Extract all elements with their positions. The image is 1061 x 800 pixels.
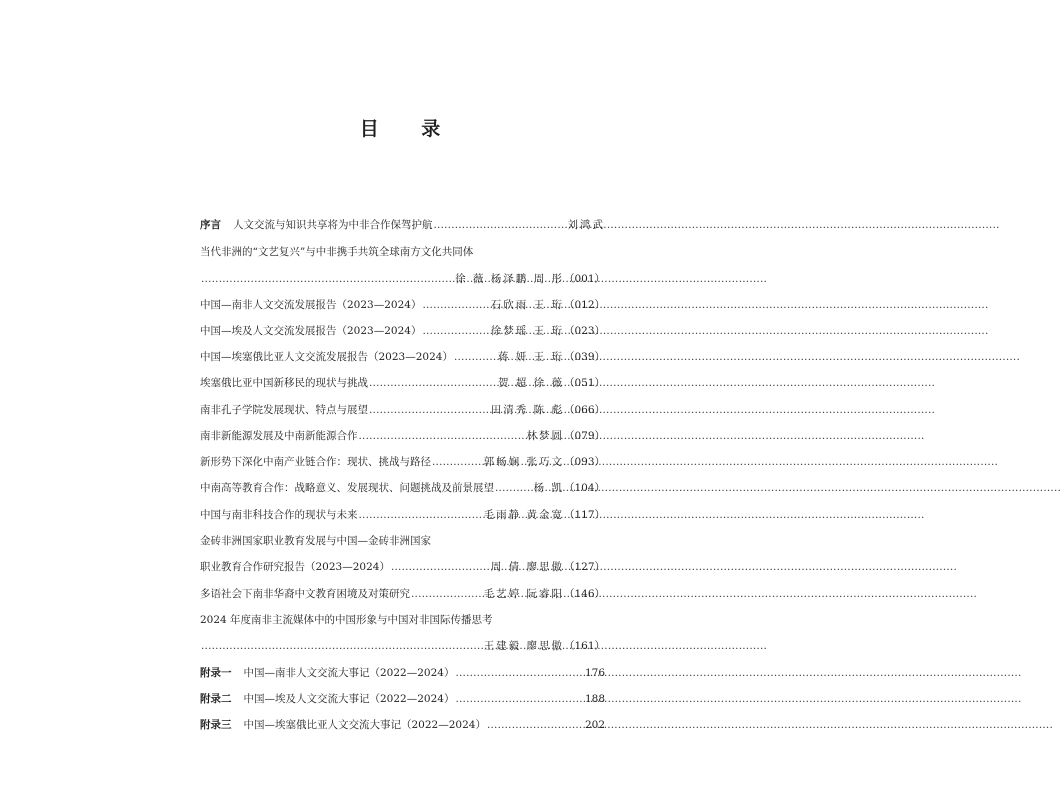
toc-title: 中国—南非人文交流发展报告（2023—2024） — [200, 299, 422, 311]
dot-leader — [455, 666, 584, 680]
toc-author: 毛艺婷 阮睿阳 — [483, 588, 564, 600]
toc-page: （066） — [563, 404, 605, 416]
toc-entry[interactable] — [200, 639, 605, 653]
toc-page: （079） — [563, 430, 605, 442]
toc-entry[interactable] — [200, 455, 605, 469]
toc-page: （039） — [563, 351, 605, 363]
toc-author: 林梦圆 — [526, 430, 564, 442]
dot-leader — [422, 298, 489, 312]
toc-title: 南非新能源发展及中南新能源合作 — [200, 430, 358, 442]
toc-entry[interactable] — [200, 560, 605, 574]
toc-title: 中国—埃及人文交流发展报告（2023—2024） — [200, 325, 422, 337]
toc-entry[interactable] — [200, 587, 605, 601]
toc-entry[interactable] — [200, 350, 605, 364]
toc-entry[interactable] — [200, 324, 605, 338]
toc-title: 当代非洲的“文艺复兴”与中非携手共筑全球南方文化共同体 — [200, 246, 474, 258]
dot-leader — [422, 324, 489, 338]
dot-leader — [359, 508, 483, 522]
dot-leader — [432, 455, 483, 469]
toc-title: 中国—埃及人文交流大事记（2022—2024） — [243, 693, 455, 705]
dot-leader — [391, 560, 490, 574]
toc-title: 金砖非洲国家职业教育发展与中国—金砖非洲国家 — [200, 535, 431, 547]
toc-page: （012） — [563, 299, 605, 311]
toc-entry[interactable] — [200, 218, 605, 232]
toc-label: 序言 — [200, 219, 221, 231]
dot-leader — [454, 350, 497, 364]
toc-page: 202 — [584, 719, 605, 731]
toc-author: 王建毅 廖思傲 — [483, 640, 564, 652]
toc-page: （023） — [563, 325, 605, 337]
toc-page: （104） — [563, 482, 605, 494]
toc-entry[interactable] — [200, 481, 605, 495]
toc-title: 中国与南非科技合作的现状与未来 — [200, 509, 358, 521]
dot-leader — [495, 481, 533, 495]
dot-leader — [434, 218, 567, 232]
toc-page: （146） — [563, 588, 605, 600]
toc-entry[interactable] — [200, 376, 605, 390]
toc-page: 188 — [584, 693, 605, 705]
toc-title-line[interactable] — [200, 534, 605, 548]
toc-title: 职业教育合作研究报告（2023—2024） — [200, 561, 390, 573]
toc-entry-appendix[interactable] — [200, 718, 605, 732]
toc-title: 中南高等教育合作：战略意义、发展现状、问题挑战及前景展望 — [200, 482, 494, 494]
dot-leader — [201, 639, 483, 653]
toc-author: 周 倩 廖思傲 — [490, 561, 564, 573]
dot-leader — [411, 587, 483, 601]
toc-page: （051） — [563, 377, 605, 389]
dot-leader — [369, 376, 497, 390]
toc-page: （161） — [563, 640, 605, 652]
toc-entry[interactable] — [200, 403, 605, 417]
dot-leader — [487, 718, 584, 732]
toc-page: （127） — [563, 561, 605, 573]
toc-author: 徐 薇 杨泽鹏 周 彤 — [455, 273, 564, 285]
dot-leader — [359, 429, 526, 443]
toc-page: 176 — [584, 667, 605, 679]
toc-title-line[interactable] — [200, 245, 605, 259]
toc-title: 南非孔子学院发展现状、特点与展望 — [200, 404, 368, 416]
toc-title: 中国—埃塞俄比亚人文交流大事记（2022—2024） — [243, 719, 486, 731]
toc-entry[interactable] — [200, 429, 605, 443]
toc-title: 新形势下深化中南产业链合作：现状、挑战与路径 — [200, 456, 431, 468]
toc-author: 田清秀 陈 彪 — [490, 404, 564, 416]
toc-page: （093） — [563, 456, 605, 468]
toc-entry-appendix[interactable] — [200, 692, 605, 706]
toc-author: 石欣雨 王 珩 — [490, 299, 564, 311]
toc-title: 中国—南非人文交流大事记（2022—2024） — [243, 667, 455, 679]
toc-title: 2024 年度南非主流媒体中的中国形象与中国对非国际传播思考 — [200, 614, 493, 626]
toc-entry[interactable] — [200, 298, 605, 312]
toc-title: 中国—埃塞俄比亚人文交流发展报告（2023—2024） — [200, 351, 453, 363]
toc-title: 埃塞俄比亚中国新移民的现状与挑战 — [200, 377, 368, 389]
toc-author: 徐梦瑶 王 珩 — [490, 325, 564, 337]
toc-label: 附录一 — [200, 667, 232, 679]
dot-leader — [369, 403, 490, 417]
toc-author: 毛雨静 黄金宽 — [483, 509, 564, 521]
toc-author: 杨 凯 — [533, 482, 564, 494]
toc-author: 刘鸿武 — [567, 219, 605, 231]
toc-label: 附录三 — [200, 719, 232, 731]
toc-title-line[interactable] — [200, 613, 605, 627]
toc-author: 蒋 妍 王 珩 — [497, 351, 564, 363]
dot-leader — [455, 692, 584, 706]
toc-label: 附录二 — [200, 693, 232, 705]
dot-leader — [201, 272, 454, 286]
toc-title: 多语社会下南非华裔中文教育困境及对策研究 — [200, 588, 410, 600]
toc-entry[interactable] — [200, 272, 605, 286]
toc-entry[interactable] — [200, 508, 605, 522]
toc-title: 人文交流与知识共享将为中非合作保驾护航 — [233, 219, 433, 231]
toc-page: （117） — [563, 509, 605, 521]
toc-entry-appendix[interactable] — [200, 666, 605, 680]
toc-page: （001） — [563, 273, 605, 285]
page-title: 目 录 — [359, 118, 459, 140]
toc-author: 贺 超 徐 薇 — [497, 377, 564, 389]
toc-author: 郭畅娴 张巧文 — [483, 456, 564, 468]
